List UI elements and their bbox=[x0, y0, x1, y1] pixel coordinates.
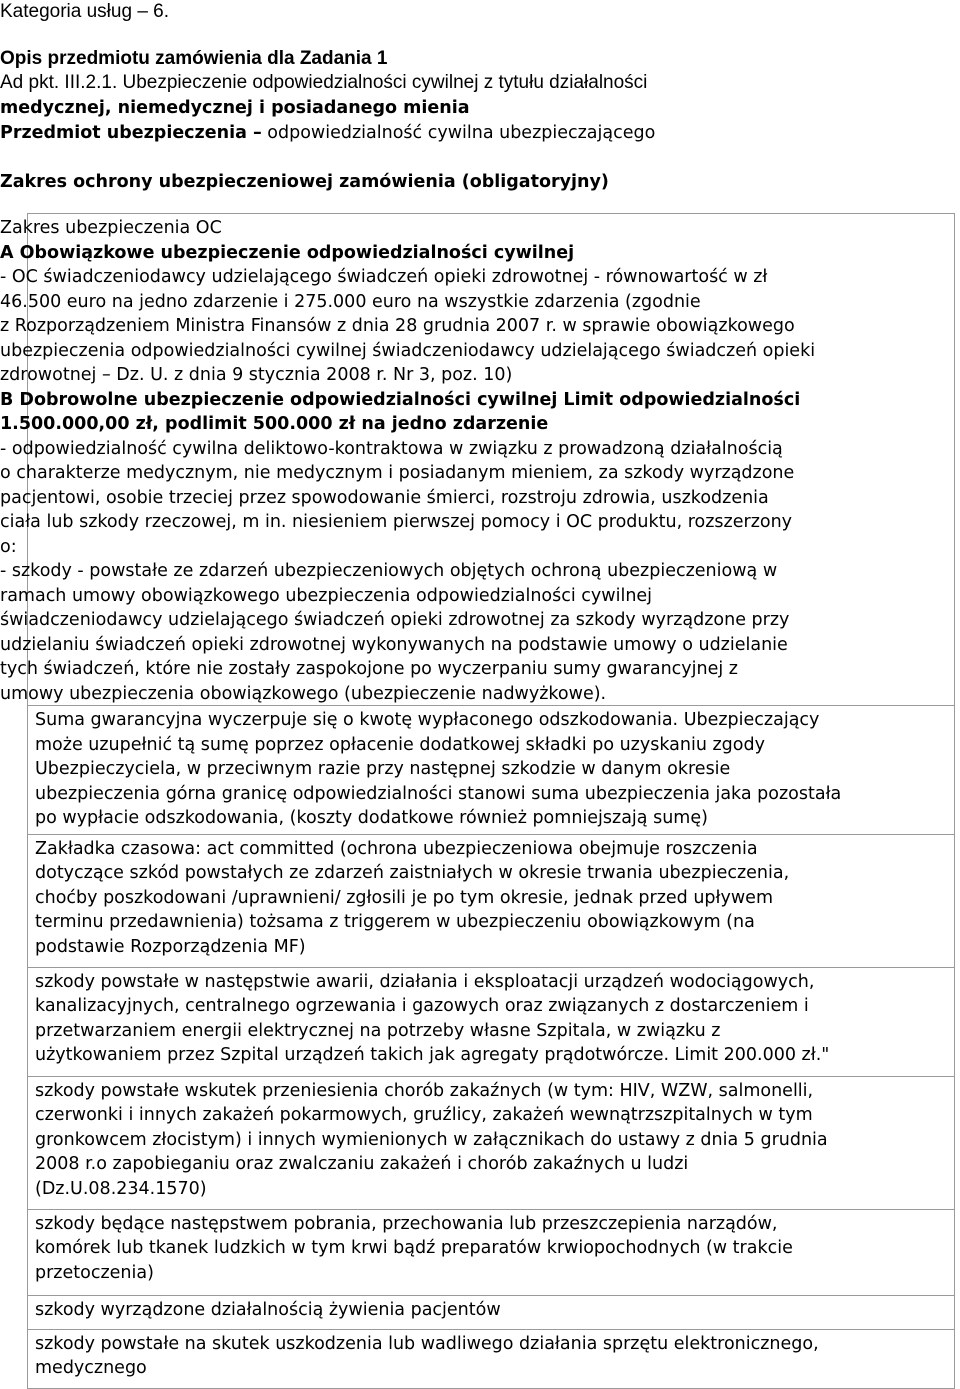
clause-row bbox=[28, 1209, 955, 1295]
clause-cell bbox=[28, 706, 955, 835]
service-category: Kategoria usług – 6. bbox=[0, 1, 170, 22]
voluntary-oc-line: ramach umowy obowiązkowego ubezpieczenia odpowiedzialności cywilnej bbox=[0, 586, 653, 606]
clause-line: terminu przedawnienia) tożsama z triggerem w ubezpieczeniu obowiązkowym (na bbox=[35, 912, 755, 932]
clause-line: szkody powstałe na skutek uszkodzenia lub wadliwego działania sprzętu elektronicznego, bbox=[35, 1333, 819, 1354]
item-reference-text: Ad pkt. III.2.1. Ubezpieczenie odpowiedzialności cywilnej z tytułu działalności bbox=[0, 72, 648, 93]
voluntary-oc-line: tych świadczeń, które nie zostały zaspokojone po wyczerpaniu sumy gwarancyjnej z bbox=[0, 659, 738, 679]
clause-line: czerwonki i innych zakażeń pokarmowych, gruźlicy, zakażeń wewnątrzszpitalnych w tym bbox=[35, 1105, 813, 1125]
clause-cell bbox=[28, 967, 955, 1076]
clause-line: szkody powstałe wskutek przeniesienia chorób zakaźnych (w tym: HIV, WZW, salmonelli, bbox=[35, 1080, 814, 1101]
clause-line: choćby poszkodowani /uprawnieni/ zgłosili je po tym okresie, jednak przed upływem bbox=[35, 887, 773, 908]
clause-line: (Dz.U.08.234.1570) bbox=[35, 1178, 207, 1199]
clause-line: Zakładka czasowa: act committed (ochrona ubezpieczeniowa obejmuje roszczenia bbox=[35, 838, 758, 859]
mandatory-oc-line: z Rozporządzeniem Ministra Finansów z dnia 28 grudnia 2007 r. w sprawie obowiązkowego bbox=[0, 316, 795, 336]
clause-line: może uzupełnić tą sumę poprzez opłacenie dodatkowej składki po uzyskaniu zgody bbox=[35, 734, 765, 755]
document-title: Opis przedmiotu zamówienia dla Zadania 1 bbox=[0, 48, 388, 69]
clause-line: Suma gwarancyjna wyczerpuje się o kwotę wypłaconego odszkodowania. Ubezpieczający bbox=[35, 710, 820, 730]
clause-cell bbox=[28, 1295, 955, 1329]
clause-line: po wypłacie odszkodowania, (koszty dodatkowe również pomniejszają sumę) bbox=[35, 808, 708, 828]
clause-line: przetoczenia) bbox=[35, 1262, 154, 1283]
clause-row bbox=[28, 834, 955, 967]
clause-line: przetwarzaniem energii elektrycznej na potrzeby własne Szpitala, w związku z bbox=[35, 1020, 721, 1041]
clauses-table bbox=[27, 705, 955, 1389]
voluntary-oc-line: o charakterze medycznym, nie medycznym i posiadanym mieniem, za szkody wyrządzone bbox=[0, 463, 795, 483]
clause-cell bbox=[28, 1076, 955, 1209]
mandatory-oc-line: 46.500 euro na jedno zdarzenie i 275.000 euro na wszystkie zdarzenia (zgodnie bbox=[0, 292, 701, 312]
voluntary-oc-line: - odpowiedzialność cywilna deliktowo-kontraktowa w związku z prowadzoną działalnością bbox=[0, 439, 783, 459]
mandatory-oc-line: ubezpieczenia odpowiedzialności cywilnej świadczeniodawcy udzielającego świadczeń opieki bbox=[0, 341, 816, 361]
mandatory-oc-line: zdrowotnej – Dz. U. z dnia 9 stycznia 2008 r. Nr 3, poz. 10) bbox=[0, 365, 513, 385]
mandatory-oc-heading: A Obowiązkowe ubezpieczenie odpowiedzialności cywilnej bbox=[0, 243, 575, 263]
insurance-subject-text: odpowiedzialność cywilna ubezpieczającego bbox=[261, 123, 656, 143]
mandatory-oc-line: - OC świadczeniodawcy udzielającego świadczeń opieki zdrowotnej - równowartość w zł bbox=[0, 267, 768, 287]
item-reference-continued: medycznej, niemedycznej i posiadanego mienia bbox=[0, 98, 470, 118]
clause-line: szkody wyrządzone działalnością żywienia pacjentów bbox=[35, 1299, 501, 1320]
item-reference bbox=[0, 71, 647, 96]
clause-row bbox=[28, 1076, 955, 1209]
clause-line: medycznego bbox=[35, 1358, 147, 1378]
insurance-subject bbox=[0, 121, 655, 146]
oc-scope-label: Zakres ubezpieczenia OC bbox=[0, 218, 222, 238]
clause-line: użytkowaniem przez Szpital urządzeń takich jak agregaty prądotwórcze. Limit 200.000 zł." bbox=[35, 1045, 830, 1065]
clause-line: dotyczące szkód powstałych ze zdarzeń zaistniałych w okresie trwania ubezpieczenia, bbox=[35, 863, 790, 883]
clause-line: podstawie Rozporządzenia MF) bbox=[35, 936, 306, 957]
clause-line: komórek lub tkanek ludzkich w tym krwi bądź preparatów krwiopochodnych (w trakcie bbox=[35, 1238, 793, 1258]
voluntary-oc-line: o: bbox=[0, 537, 17, 557]
voluntary-oc-line: udzielaniu świadczeń opieki zdrowotnej wykonywanych na podstawie umowy o udzielanie bbox=[0, 635, 788, 655]
scope-heading: Zakres ochrony ubezpieczeniowej zamówienia (obligatoryjny) bbox=[0, 172, 609, 192]
voluntary-oc-line: - szkody - powstałe ze zdarzeń ubezpieczeniowych objętych ochroną ubezpieczeniową w bbox=[0, 561, 778, 581]
clause-line: szkody powstałe w następstwie awarii, działania i eksploatacji urządzeń wodociągowych, bbox=[35, 971, 815, 992]
voluntary-oc-line: pacjentowi, osobie trzeciej przez spowodowanie śmierci, rozstroju zdrowia, uszkodzenia bbox=[0, 488, 769, 508]
clause-line: gronkowcem złocistym) i innych wymienionych w załącznikach do ustawy z dnia 5 grudnia bbox=[35, 1129, 828, 1150]
voluntary-oc-heading: B Dobrowolne ubezpieczenie odpowiedzialności cywilnej Limit odpowiedzialności bbox=[0, 390, 801, 410]
clause-row bbox=[28, 967, 955, 1076]
clause-row bbox=[28, 1295, 955, 1329]
clause-line: kanalizacyjnych, centralnego ogrzewania i gazowych oraz związanych z dostarczeniem i bbox=[35, 996, 809, 1016]
voluntary-oc-line: umowy ubezpieczenia obowiązkowego (ubezpieczenie nadwyżkowe). bbox=[0, 684, 607, 704]
insurance-subject-label: Przedmiot ubezpieczenia – bbox=[0, 123, 262, 143]
clause-cell bbox=[28, 1209, 955, 1295]
voluntary-oc-limit: 1.500.000,00 zł, podlimit 500.000 zł na jedno zdarzenie bbox=[0, 414, 549, 434]
voluntary-oc-line: ciała lub szkody rzeczowej, m in. niesieniem pierwszej pomocy i OC produktu, rozszerzony bbox=[0, 512, 793, 532]
clause-row bbox=[28, 706, 955, 835]
voluntary-oc-line: świadczeniodawcy udzielającego świadczeń opieki zdrowotnej za szkody wyrządzone przy bbox=[0, 610, 790, 630]
clause-line: 2008 r.o zapobieganiu oraz zwalczaniu zakażeń i chorób zakaźnych u ludzi bbox=[35, 1154, 689, 1174]
clause-line: ubezpieczenia górna granicę odpowiedzialności stanowi suma ubezpieczenia jaka pozostała bbox=[35, 783, 842, 804]
clause-line: szkody będące następstwem pobrania, przechowania lub przeszczepienia narządów, bbox=[35, 1213, 778, 1234]
clause-cell bbox=[28, 1329, 955, 1388]
clause-cell bbox=[28, 834, 955, 967]
clause-row bbox=[28, 1329, 955, 1388]
clause-line: Ubezpieczyciela, w przeciwnym razie przy następnej szkodzie w danym okresie bbox=[35, 759, 731, 779]
